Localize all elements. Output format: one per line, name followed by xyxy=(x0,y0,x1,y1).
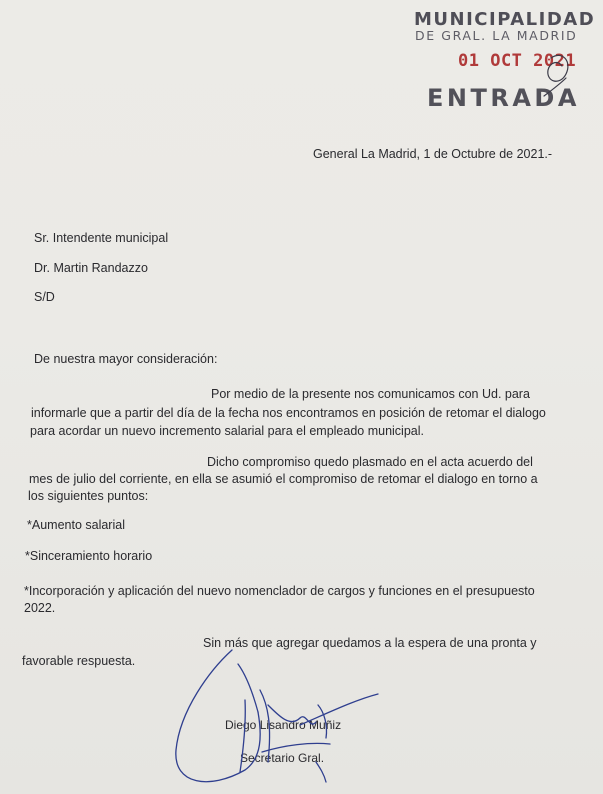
stamp-date: 01 OCT 2021 xyxy=(458,51,577,71)
paragraph-2-line-3: los siguientes puntos: xyxy=(28,489,149,503)
closing-line-2: favorable respuesta. xyxy=(22,654,136,668)
paragraph-1-line-2: informarle que a partir del día de la fecha nos encontramos en posición de retomar el dialogo xyxy=(31,406,546,420)
closing-line-1: Sin más que agregar quedamos a la espera de una pronta y xyxy=(203,636,537,650)
paragraph-1-line-3: para acordar un nuevo incremento salarial para el empleado municipal. xyxy=(30,424,424,438)
point-2: *Sinceramiento horario xyxy=(25,549,153,563)
recipient-line-1: Sr. Intendente municipal xyxy=(34,231,169,245)
point-3-line-1: *Incorporación y aplicación del nuevo nomenclador de cargos y funciones en el presupuesto xyxy=(24,584,535,598)
stamp-entrada: ENTRADA xyxy=(427,84,580,112)
stamp-subtitle: DE GRAL. LA MADRID xyxy=(415,28,578,43)
recipient-line-3: S/D xyxy=(34,290,55,304)
paragraph-2-line-1: Dicho compromiso quedo plasmado en el acta acuerdo del xyxy=(207,455,533,469)
stamp-title: MUNICIPALIDAD xyxy=(414,9,596,30)
paragraph-2-line-2: mes de julio del corriente, en ella se asumió el compromiso de retomar el dialogo en torno a xyxy=(29,472,538,486)
signer-name: Diego Lisandro Muñiz xyxy=(225,718,342,732)
point-1: *Aumento salarial xyxy=(27,518,125,532)
place-date: General La Madrid, 1 de Octubre de 2021.- xyxy=(313,147,553,161)
salutation: De nuestra mayor consideración: xyxy=(34,352,218,366)
recipient-line-2: Dr. Martin Randazzo xyxy=(34,261,148,275)
paragraph-1-line-1: Por medio de la presente nos comunicamos con Ud. para xyxy=(211,387,530,401)
point-3-line-2: 2022. xyxy=(24,601,56,615)
signer-title: Secretario Gral. xyxy=(240,751,325,765)
